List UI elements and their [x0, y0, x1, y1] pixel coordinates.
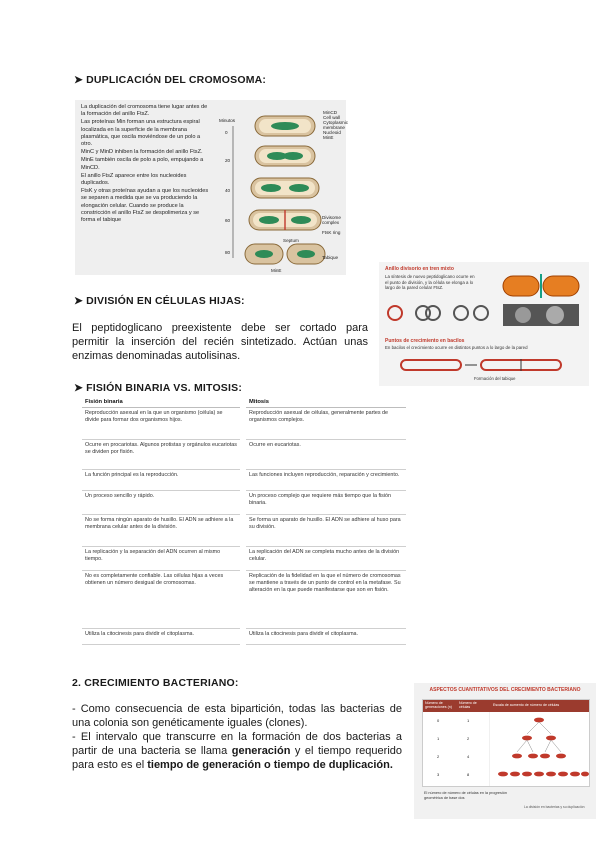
- table-row: [82, 408, 406, 440]
- label-septum: Septum: [283, 238, 299, 243]
- figure1-paragraph: Las proteínas Min forman una estructura espiral localizada en la superficie de la membrana plasmática, que oscila moviéndose de un polo a otro.: [81, 119, 201, 148]
- table-row: [82, 629, 406, 645]
- heading-division: ➤ DIVISIÓN EN CÉLULAS HIJAS:: [74, 295, 245, 307]
- legend-item: MinCD: [323, 110, 338, 115]
- table-row: [82, 571, 406, 629]
- table-cell: Se forma un aparato de husillo. El ADN se adhiere al huso para su división.: [243, 515, 406, 547]
- figure1-paragraph: FtsK y otras proteínas ayudan a que los nucleoides se separen a medida que se va produciendo la elongación celular. Cuando se produce la constricción el anillo FtsZ se despolimeriza y se forma el tabique: [81, 188, 209, 224]
- table-cell: La replicación del ADN se completa mucho antes de la división celular.: [243, 547, 406, 571]
- figure-growth-quantitative: [414, 683, 596, 819]
- cell-stage-1: [255, 116, 315, 136]
- label-t80: 80: [225, 250, 231, 255]
- table-cell: La función principal es la reproducción.: [82, 470, 243, 491]
- fig3-title: ASPECTOS CUANTITATIVOS DEL CRECIMIENTO BACTERIANO: [429, 687, 581, 693]
- fig2-rings-diagram: [385, 302, 495, 324]
- fig3-col3: Escala de aumento de número de células: [493, 703, 560, 707]
- label-t60: 60: [225, 218, 231, 223]
- table-header-fision: Fisión binaria: [82, 397, 243, 408]
- cell-stage-5: [245, 244, 325, 264]
- legend-block: [323, 110, 349, 140]
- crecimiento-text: [72, 702, 402, 772]
- table-row: [82, 491, 406, 515]
- fig3-cell: 1: [467, 718, 470, 723]
- cell-stage-2: [255, 146, 315, 166]
- label-mine: MinE: [271, 268, 282, 273]
- text-span: - El intervalo que transcurre en la formación de dos bacterias a partir de una bacteria se llama: [72, 731, 402, 757]
- label-t0: 0: [225, 130, 228, 135]
- table-cell: Utiliza la citocinesis para dividir el citoplasma.: [243, 629, 406, 645]
- table-cell: Un proceso complejo que requiere más tiempo que la fisión binaria.: [243, 491, 406, 515]
- fig2-cells-diagram: [499, 268, 585, 328]
- crecimiento-paragraph-1: - Como consecuencia de esta bipartición, todas las bacterias de una colonia son genéticamente iguales (clones).: [72, 703, 402, 729]
- fig3-cell: 0: [437, 718, 440, 723]
- fig3-note: El número de número de células en la progresión geométrica de base dos: [424, 791, 507, 800]
- fig2-bacilli-diagram: [399, 357, 569, 373]
- figure1-paragraph: MinC y MinD inhiben la formación del anillo FtsZ.: [81, 149, 203, 156]
- label-tabique: Tabique: [322, 255, 339, 260]
- figure1-text: [81, 104, 211, 225]
- fig3-cell: 3: [437, 772, 440, 777]
- table-cell: Utiliza la citocinesis para dividir el citoplasma.: [82, 629, 243, 645]
- heading-fision-vs-mitosis: ➤ FISIÓN BINARIA VS. MITOSIS:: [74, 382, 243, 394]
- figure-cell-wall-growth: [379, 262, 589, 386]
- table-row: [82, 515, 406, 547]
- table-cell: La replicación y la separación del ADN ocurren al mismo tiempo.: [82, 547, 243, 571]
- legend-item: Cytoplasmic membrane: [323, 120, 349, 130]
- table-cell: No se forma ningún aparato de husillo. El ADN se adhiere a la membrana celular antes de la división.: [82, 515, 243, 547]
- fig3-col1: Número de generaciones (n): [425, 701, 452, 710]
- label-divisome: Divisome complex: [322, 215, 341, 225]
- label-ftsk: FtsK ring: [322, 230, 341, 235]
- legend-item: Cell wall: [323, 115, 341, 120]
- table-cell: Replicación de la fidelidad en la que el número de cromosomas se mantiene a través de un punto de control en la metafase. Su alteración en la que puede manifestarse que son en fisión.: [243, 571, 406, 629]
- comparison-table: [82, 397, 406, 645]
- figure-chromosome-duplication: [75, 100, 349, 275]
- cell-stage-3: [251, 178, 319, 198]
- table-cell: Un proceso sencillo y rápido.: [82, 491, 243, 515]
- label-t40: 40: [225, 188, 231, 193]
- fig3-cell: 2: [437, 754, 440, 759]
- fig3-col2: Número de células: [459, 701, 477, 710]
- label-minutes: Minutos: [219, 118, 236, 123]
- table-cell: Las funciones incluyen reproducción, reparación y crecimiento.: [243, 470, 406, 491]
- label-t20: 20: [225, 158, 231, 163]
- table-cell: Ocurre en eucariotas.: [243, 440, 406, 470]
- figure1-paragraph: La duplicación del cromosoma tiene lugar antes de la formación del anillo FtsZ.: [81, 104, 208, 118]
- cell-stage-4: [249, 210, 321, 230]
- fig3-table-area: [422, 699, 590, 787]
- heading-crecimiento: 2. CRECIMIENTO BACTERIANO:: [72, 677, 239, 689]
- fig3-cell: 1: [437, 736, 440, 741]
- table-header-mitosis: Mitosis: [243, 397, 406, 408]
- table-row: [82, 470, 406, 491]
- fig2-text2: En bacilos el crecimiento ocurre en distintos puntos a lo largo de la pared: [385, 345, 528, 350]
- table-row: [82, 440, 406, 470]
- text-span: y el tiempo requerido para esto es el: [72, 745, 403, 771]
- table-header-row: [82, 397, 406, 408]
- table-cell: Reproducción asexual en la que un organismo (célula) se divide para formar dos organismos hijos.: [82, 408, 243, 440]
- division-text: El peptidoglicano preexistente debe ser cortado para permitir la inserción del recién sintetizado. Actúan unas enzimas denominadas autolisinas.: [72, 322, 368, 362]
- figure1-paragraph: MinE también oscila de polo a polo, empujando a MinCD.: [81, 157, 204, 171]
- fig3-cell-tree: [489, 712, 589, 786]
- table-cell: Ocurre en procariotas. Algunos protistas y orgánulos eucariotas se dividen por fisión.: [82, 440, 243, 470]
- fig2-title1: Anillo divisorio en tren mixto: [385, 266, 454, 272]
- table-row: [82, 547, 406, 571]
- fig3-cell: 8: [467, 772, 470, 777]
- crecimiento-paragraph-2: [72, 730, 402, 772]
- fig2-text1: La síntesis de nuevo peptidoglicano ocurre en el punto de división, y la célula se elonga a lo largo de la pared celular FtsZ.: [385, 274, 475, 291]
- fig2-title2: Puntos de crecimiento en bacilos: [385, 338, 465, 344]
- table-cell: Reproducción asexual de células, generalmente partes de organismos complejos.: [243, 408, 406, 440]
- legend-item: MinE: [323, 135, 334, 140]
- fig3-cell: 4: [467, 754, 470, 759]
- fig3-note2: La división en bacterias y su duplicación: [524, 805, 585, 809]
- heading-duplicacion: ➤ DUPLICACIÓN DEL CROMOSOMA:: [74, 74, 267, 86]
- bold-term-tiempo: tiempo de generación o tiempo de duplicación.: [147, 759, 393, 771]
- legend-item: Nucleoid: [323, 130, 341, 135]
- fig2-caption: Formación del tabique: [474, 376, 516, 381]
- table-cell: No es completamente confiable. Las células hijas a veces obtienen un número desigual de cromosomas.: [82, 571, 243, 629]
- bold-term-generacion: generación: [231, 745, 291, 757]
- figure1-paragraph: El anillo FtsZ aparece entre los nucleoides duplicados.: [81, 172, 187, 187]
- fig3-cell: 2: [467, 736, 470, 741]
